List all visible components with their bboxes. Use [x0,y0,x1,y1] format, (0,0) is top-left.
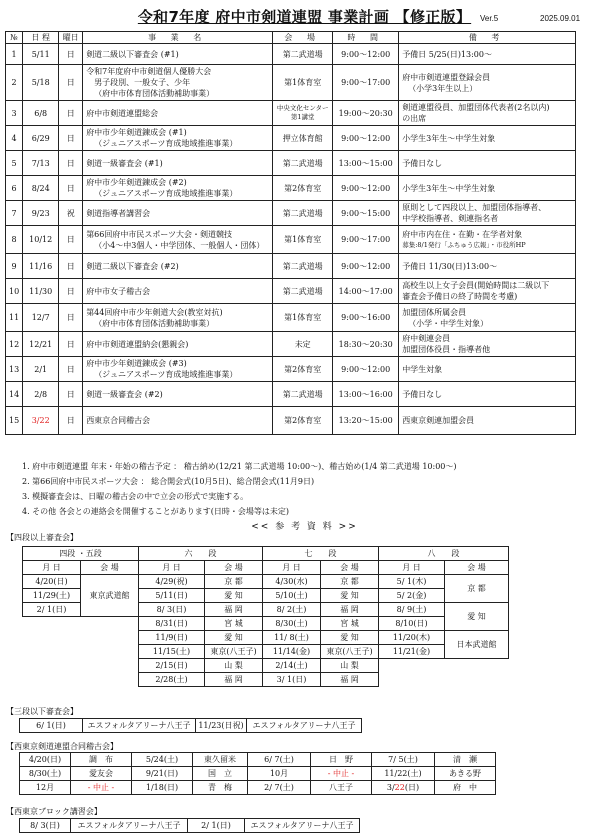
row-event [83,407,273,435]
row-note [399,101,576,126]
note-line: 高校生以上女子会員(開始時間は二級以下 [402,281,550,290]
date-cell: 10月 [248,767,311,781]
row-time: 9:00～15:00 [333,201,399,226]
schedule-table [5,31,576,435]
row-day: 日 [59,407,83,435]
row-date: 11/30 [23,279,59,304]
row-note [399,44,576,65]
row-day: 日 [59,151,83,176]
block-seminar-table [19,818,360,833]
row-date: 7/13 [23,151,59,176]
row-event [83,382,273,407]
row-no: 7 [6,201,23,226]
event-title: 府中市少年剣道錬成会 (#1) [86,128,187,137]
dan7-date: 11/14(金) [263,645,321,659]
sub-header-date: 月 日 [23,561,81,575]
row-venue: 第二武道場 [273,151,333,176]
row-day: 日 [59,332,83,357]
row-event [83,101,273,126]
row-time: 9:00～16:00 [333,304,399,332]
venue-cell: エスフォルタアリーナ八王子 [245,819,360,833]
row-note [399,176,576,201]
dan6-venue: 京 都 [205,575,263,589]
table-row [20,753,496,767]
version-label: Ver.5 [480,14,499,23]
table-row [20,719,362,733]
note-line: 募集:8/1発行「ふちゅう広報」・市役所HP [402,240,526,249]
venue-cell: 日 野 [311,753,372,767]
note-item: 4. その他 各会との連絡会を開催することがあります(日時・会場等は未定) [22,507,289,516]
row-time: 9:00～12:00 [333,44,399,65]
dan45-venue: 東京武道館 [81,575,139,617]
dan3-table [19,718,362,733]
table-row [20,781,496,795]
row-day: 日 [59,126,83,151]
note-line: 加盟団体所属会員 [402,307,467,317]
note-line: 加盟団体役員・指導者他 [402,345,491,354]
table-row [6,382,576,407]
sub-header-venue: 会 場 [445,561,509,575]
col-note: 備 考 [399,32,576,44]
note-line: 小学生3年生～中学生対象 [402,133,496,143]
cancelled-label: - 中止 - [311,767,372,781]
note-item: 3. 模擬審査会は、日曜の稽古会の中で立会の形式で実施する。 [22,492,249,501]
note-line: 審査会予備日の終了時間を考慮) [402,292,518,301]
dan6-venue: 福 岡 [205,673,263,687]
dan7-venue: 東京(八王子) [321,645,379,659]
note-line: 府中剣連会員 [402,334,451,343]
note-line: 予備日なし [402,389,443,399]
row-date: 6/8 [23,101,59,126]
note-line: 予備日 5/25(日)13:00～ [402,49,492,59]
row-event [83,254,273,279]
table-row [6,254,576,279]
row-no: 2 [6,65,23,101]
dan8-date: 11/21(金) [379,645,445,659]
dan8-venue: 日本武道館 [445,631,509,659]
row-venue: 第2体育室 [273,407,333,435]
date-cell: 4/20(日) [20,753,71,767]
row-date: 8/24 [23,176,59,201]
row-day: 日 [59,382,83,407]
row-venue: 第二武道場 [273,201,333,226]
col-venue: 会 場 [273,32,333,44]
venue-cell: エスフォルタアリーナ八王子 [83,719,196,733]
row-venue [273,101,333,126]
table-row [6,65,576,101]
note-line: の出席 [402,114,427,123]
date-cell: 11/22(土) [372,767,435,781]
note-line: 原則として四段以上、加盟団体指導者、 [402,203,547,212]
note-line: 予備日なし [402,158,443,168]
dan6-date: 8/ 3(日) [139,603,205,617]
table-row [20,767,496,781]
row-day: 日 [59,176,83,201]
col-time: 時 間 [333,32,399,44]
table-row [6,279,576,304]
event-subtitle: （小4～中3個人・中学団体、一般個人・団体） [94,240,265,250]
dan45-date: 11/29(土) [23,589,81,603]
row-no: 9 [6,254,23,279]
row-time: 9:00～12:00 [333,176,399,201]
note-line: 中学校指導者、剣連指名者 [402,214,499,223]
date-cell: 3/22(日) [372,781,435,795]
dan8-venue: 京 都 [445,575,509,603]
event-title: 府中市少年剣道錬成会 (#3) [86,359,187,368]
section-label-dan3: 【三段以下審査会】 [6,707,78,716]
row-date: 12/7 [23,304,59,332]
event-subtitle: 男子段別、一般女子、少年 [94,78,191,87]
dan7-date: 8/30(土) [263,617,321,631]
dan7-venue: 福 岡 [321,673,379,687]
row-no: 11 [6,304,23,332]
table-row [6,151,576,176]
dan6-date: 11/15(土) [139,645,205,659]
table-row [6,101,576,126]
row-event [83,65,273,101]
col-date: 日 程 [23,32,59,44]
section-label-dan4: 【四段以上審査会】 [6,533,78,542]
venue-cell: 府 中 [435,781,496,795]
date-cell: 2/ 7(土) [248,781,311,795]
table-row [23,617,509,631]
row-day: 祝 [59,201,83,226]
row-day: 日 [59,226,83,254]
dan6-date: 2/15(日) [139,659,205,673]
date-cell: 9/21(日) [132,767,193,781]
row-date: 3/22 [23,407,59,435]
row-venue: 第2体育室 [273,357,333,382]
event-title: 剣道一級審査会 (#1) [86,158,163,168]
event-title: 第66回府中市民スポーツ大会・剣道競技 [86,229,233,239]
blank-cell [379,659,509,687]
dan7-date: 2/14(土) [263,659,321,673]
date-cell: 2/ 1(日) [188,819,245,833]
note-line: 予備日 11/30(日)13:00～ [402,261,498,271]
dan6-venue: 山 梨 [205,659,263,673]
dan7-date: 11/ 8(土) [263,631,321,645]
event-title: 府中市女子稽古会 [86,286,151,296]
table-row [6,126,576,151]
event-title: 令和7年度府中市剣道個人優勝大会 [86,67,212,76]
row-day: 日 [59,254,83,279]
dan6-date: 5/11(日) [139,589,205,603]
note-line: 西東京剣連加盟会員 [402,416,475,425]
group-header: 七 段 [263,547,379,561]
date-cell: 5/24(土) [132,753,193,767]
row-event [83,279,273,304]
table-row [6,407,576,435]
row-event [83,304,273,332]
row-time: 9:00～12:00 [333,254,399,279]
dan7-venue: 京 都 [321,575,379,589]
row-note [399,254,576,279]
cancelled-label: - 中止 - [71,781,132,795]
dan6-date: 8/31(日) [139,617,205,631]
dan6-date: 2/28(土) [139,673,205,687]
row-day: 日 [59,65,83,101]
dan8-date: 5/ 1(木) [379,575,445,589]
sub-header-venue: 会 場 [205,561,263,575]
row-note [399,126,576,151]
row-note [399,279,576,304]
sub-header-date: 月 日 [379,561,445,575]
note-line: 中学生対象 [402,364,443,374]
table-row [6,44,576,65]
venue-cell: エスフォルタアリーナ八王子 [247,719,362,733]
row-time: 18:30～20:30 [333,332,399,357]
date-cell: 12月 [20,781,71,795]
row-no: 10 [6,279,23,304]
dan8-date: 8/10(日) [379,617,445,631]
dan6-venue: 福 岡 [205,603,263,617]
row-no: 4 [6,126,23,151]
venue-cell: 東久留米 [193,753,248,767]
row-no: 12 [6,332,23,357]
venue-cell: 八王子 [311,781,372,795]
event-title: 剣道二級以下審査会 (#1) [86,49,179,59]
row-time: 19:00～20:30 [333,101,399,126]
section-label-block: 【西東京ブロック講習会】 [6,807,102,816]
sub-header-venue: 会 場 [321,561,379,575]
dan6-venue: 東京(八王子) [205,645,263,659]
row-event [83,151,273,176]
event-title: 府中市剣道連盟総会 [86,108,159,118]
table-row [6,201,576,226]
col-event: 事 業 名 [83,32,273,44]
dan4-table [22,546,509,687]
table-row [20,819,360,833]
dan7-venue: 愛 知 [321,589,379,603]
date-cell: 11/23(日祝) [196,719,247,733]
row-date: 2/8 [23,382,59,407]
row-venue: 未定 [273,332,333,357]
highlight-day: 22 [394,783,405,792]
row-note [399,151,576,176]
row-note [399,65,576,101]
row-no: 3 [6,101,23,126]
row-time: 14:00～17:00 [333,279,399,304]
row-event [83,176,273,201]
row-time: 13:20～15:00 [333,407,399,435]
reference-title: << 参 考 資 料 >> [251,522,358,532]
dan6-date: 4/29(祝) [139,575,205,589]
row-time: 9:00～17:00 [333,226,399,254]
dan6-venue: 宮 城 [205,617,263,631]
note-item: 1. 府中市剣道連盟 年末・年始の稽古予定 ： 稽古納め(12/21 第二武道場 10:00～)、稽古始め(1/4 第二武道場 10:00～) [22,462,457,471]
joint-practice-table [19,752,496,795]
venue-line: 中央文化センター [276,104,329,112]
date-cell: 6/ 1(日) [20,719,83,733]
row-event [83,126,273,151]
note-line: （小学3年生以上） [408,83,478,93]
dan7-date: 8/ 2(土) [263,603,321,617]
row-time: 13:00～15:00 [333,151,399,176]
row-time: 9:00～12:00 [333,357,399,382]
group-header-row [23,547,509,561]
row-note [399,332,576,357]
dan45-date: 2/ 1(日) [23,603,81,617]
note-line: 府中市剣道連盟登録会員 [402,72,491,82]
date-cell: 8/ 3(日) [20,819,71,833]
event-title: 西東京合同稽古会 [86,416,151,425]
sub-header-venue: 会 場 [81,561,139,575]
venue-cell: 国 立 [193,767,248,781]
section-label-joint: 【西東京剣道連盟合同稽古会】 [6,742,118,751]
row-no: 6 [6,176,23,201]
row-date: 9/23 [23,201,59,226]
dan6-venue: 愛 知 [205,631,263,645]
dan7-venue: 福 岡 [321,603,379,617]
row-venue: 第二武道場 [273,254,333,279]
page-title [0,6,609,27]
row-event [83,357,273,382]
schedule-body [6,44,576,435]
row-venue: 第二武道場 [273,279,333,304]
row-note [399,201,576,226]
dan8-date: 11/20(木) [379,631,445,645]
table-row [6,304,576,332]
venue-cell: 青 梅 [193,781,248,795]
row-event [83,226,273,254]
row-date: 5/18 [23,65,59,101]
notes-list [22,459,457,519]
venue-cell: エスフォルタアリーナ八王子 [71,819,188,833]
table-row [6,357,576,382]
title-text: 令和7年度 府中市剣道連盟 事業計画 【修正版】 [137,8,472,26]
group-header: 六 段 [139,547,263,561]
event-subtitle: （ジュニアスポーツ育成地域推進事業） [94,139,238,148]
dan7-venue: 山 梨 [321,659,379,673]
note-line: 剣道連盟役員、加盟団体代表者(2名以内) [402,103,550,112]
row-no: 5 [6,151,23,176]
event-subtitle: （ジュニアスポーツ育成地域推進事業） [94,370,238,379]
col-day: 曜日 [59,32,83,44]
row-venue: 押立体育館 [273,126,333,151]
dan7-date: 4/30(水) [263,575,321,589]
row-venue: 第二武道場 [273,44,333,65]
row-date: 2/1 [23,357,59,382]
row-note [399,226,576,254]
table-row [23,575,509,589]
row-date: 10/12 [23,226,59,254]
row-day: 日 [59,304,83,332]
dan7-date: 3/ 1(日) [263,673,321,687]
dan6-venue: 愛 知 [205,589,263,603]
event-title: 府中市剣道連盟納会(懇親会) [86,339,189,349]
row-day: 日 [59,101,83,126]
event-title: 府中市少年剣道錬成会 (#2) [86,178,187,187]
note-line: 小学生3年生～中学生対象 [402,183,496,193]
date-cell: 1/18(日) [132,781,193,795]
row-venue: 第1体育室 [273,226,333,254]
row-note [399,382,576,407]
dan8-date: 8/ 9(土) [379,603,445,617]
row-note [399,304,576,332]
event-subtitle: （ジュニアスポーツ育成地域推進事業） [94,189,238,198]
row-note [399,357,576,382]
date-cell: 8/30(土) [20,767,71,781]
row-time: 9:00～12:00 [333,126,399,151]
dan8-date: 5/ 2(金) [379,589,445,603]
venue-cell: 調 布 [71,753,132,767]
sub-header-date: 月 日 [263,561,321,575]
venue-cell: 愛友会 [71,767,132,781]
row-no: 8 [6,226,23,254]
row-no: 15 [6,407,23,435]
row-venue: 第二武道場 [273,382,333,407]
group-header: 四段 ・五段 [23,547,139,561]
event-title: 剣道指導者講習会 [86,208,151,218]
sub-header-row [23,561,509,575]
row-venue: 第1体育室 [273,304,333,332]
row-date: 6/29 [23,126,59,151]
row-venue: 第2体育室 [273,176,333,201]
row-venue: 第1体育室 [273,65,333,101]
row-date: 11/16 [23,254,59,279]
event-subtitle: （府中市体育団体活動補助事業） [94,89,215,98]
note-line: 府中市内在住・在勤・在学者対象 [402,229,523,239]
row-no: 1 [6,44,23,65]
blank-cell [23,617,139,687]
table-row [6,176,576,201]
date-cell: 7/ 5(土) [372,753,435,767]
row-note [399,407,576,435]
row-event [83,44,273,65]
event-title: 剣道一級審査会 (#2) [86,389,163,399]
row-day: 日 [59,357,83,382]
note-line: （小学・中学生対象） [408,318,489,328]
dan45-date: 4/20(日) [23,575,81,589]
venue-cell: 清 瀬 [435,753,496,767]
note-item: 2. 第66回府中市民スポーツ大会 ： 総合開会式(10月5日)、総合閉会式(11月9日) [22,477,315,486]
row-no: 13 [6,357,23,382]
dan7-venue: 愛 知 [321,631,379,645]
row-time: 13:00～16:00 [333,382,399,407]
table-row [6,332,576,357]
dan7-venue: 宮 城 [321,617,379,631]
col-no: № [6,32,23,44]
dan8-venue: 愛 知 [445,603,509,631]
schedule-header-row [6,32,576,44]
event-title: 第44回府中市少年剣道大会(教室対抗) [86,307,223,317]
row-event [83,332,273,357]
table-row [6,226,576,254]
event-subtitle: （府中市体育団体活動補助事業） [94,318,215,328]
date-cell: 6/ 7(土) [248,753,311,767]
group-header: 八 段 [379,547,509,561]
dan7-date: 5/10(土) [263,589,321,603]
row-time: 9:00～17:00 [333,65,399,101]
event-title: 剣道二級以下審査会 (#2) [86,261,179,271]
revision-date: 2025.09.01 [540,14,581,23]
row-day: 日 [59,279,83,304]
venue-cell: あきる野 [435,767,496,781]
row-day: 日 [59,44,83,65]
venue-line: 第1講堂 [290,113,315,121]
row-no: 14 [6,382,23,407]
dan6-date: 11/9(日) [139,631,205,645]
sub-header-date: 月 日 [139,561,205,575]
row-event [83,201,273,226]
row-date: 12/21 [23,332,59,357]
row-date: 5/11 [23,44,59,65]
